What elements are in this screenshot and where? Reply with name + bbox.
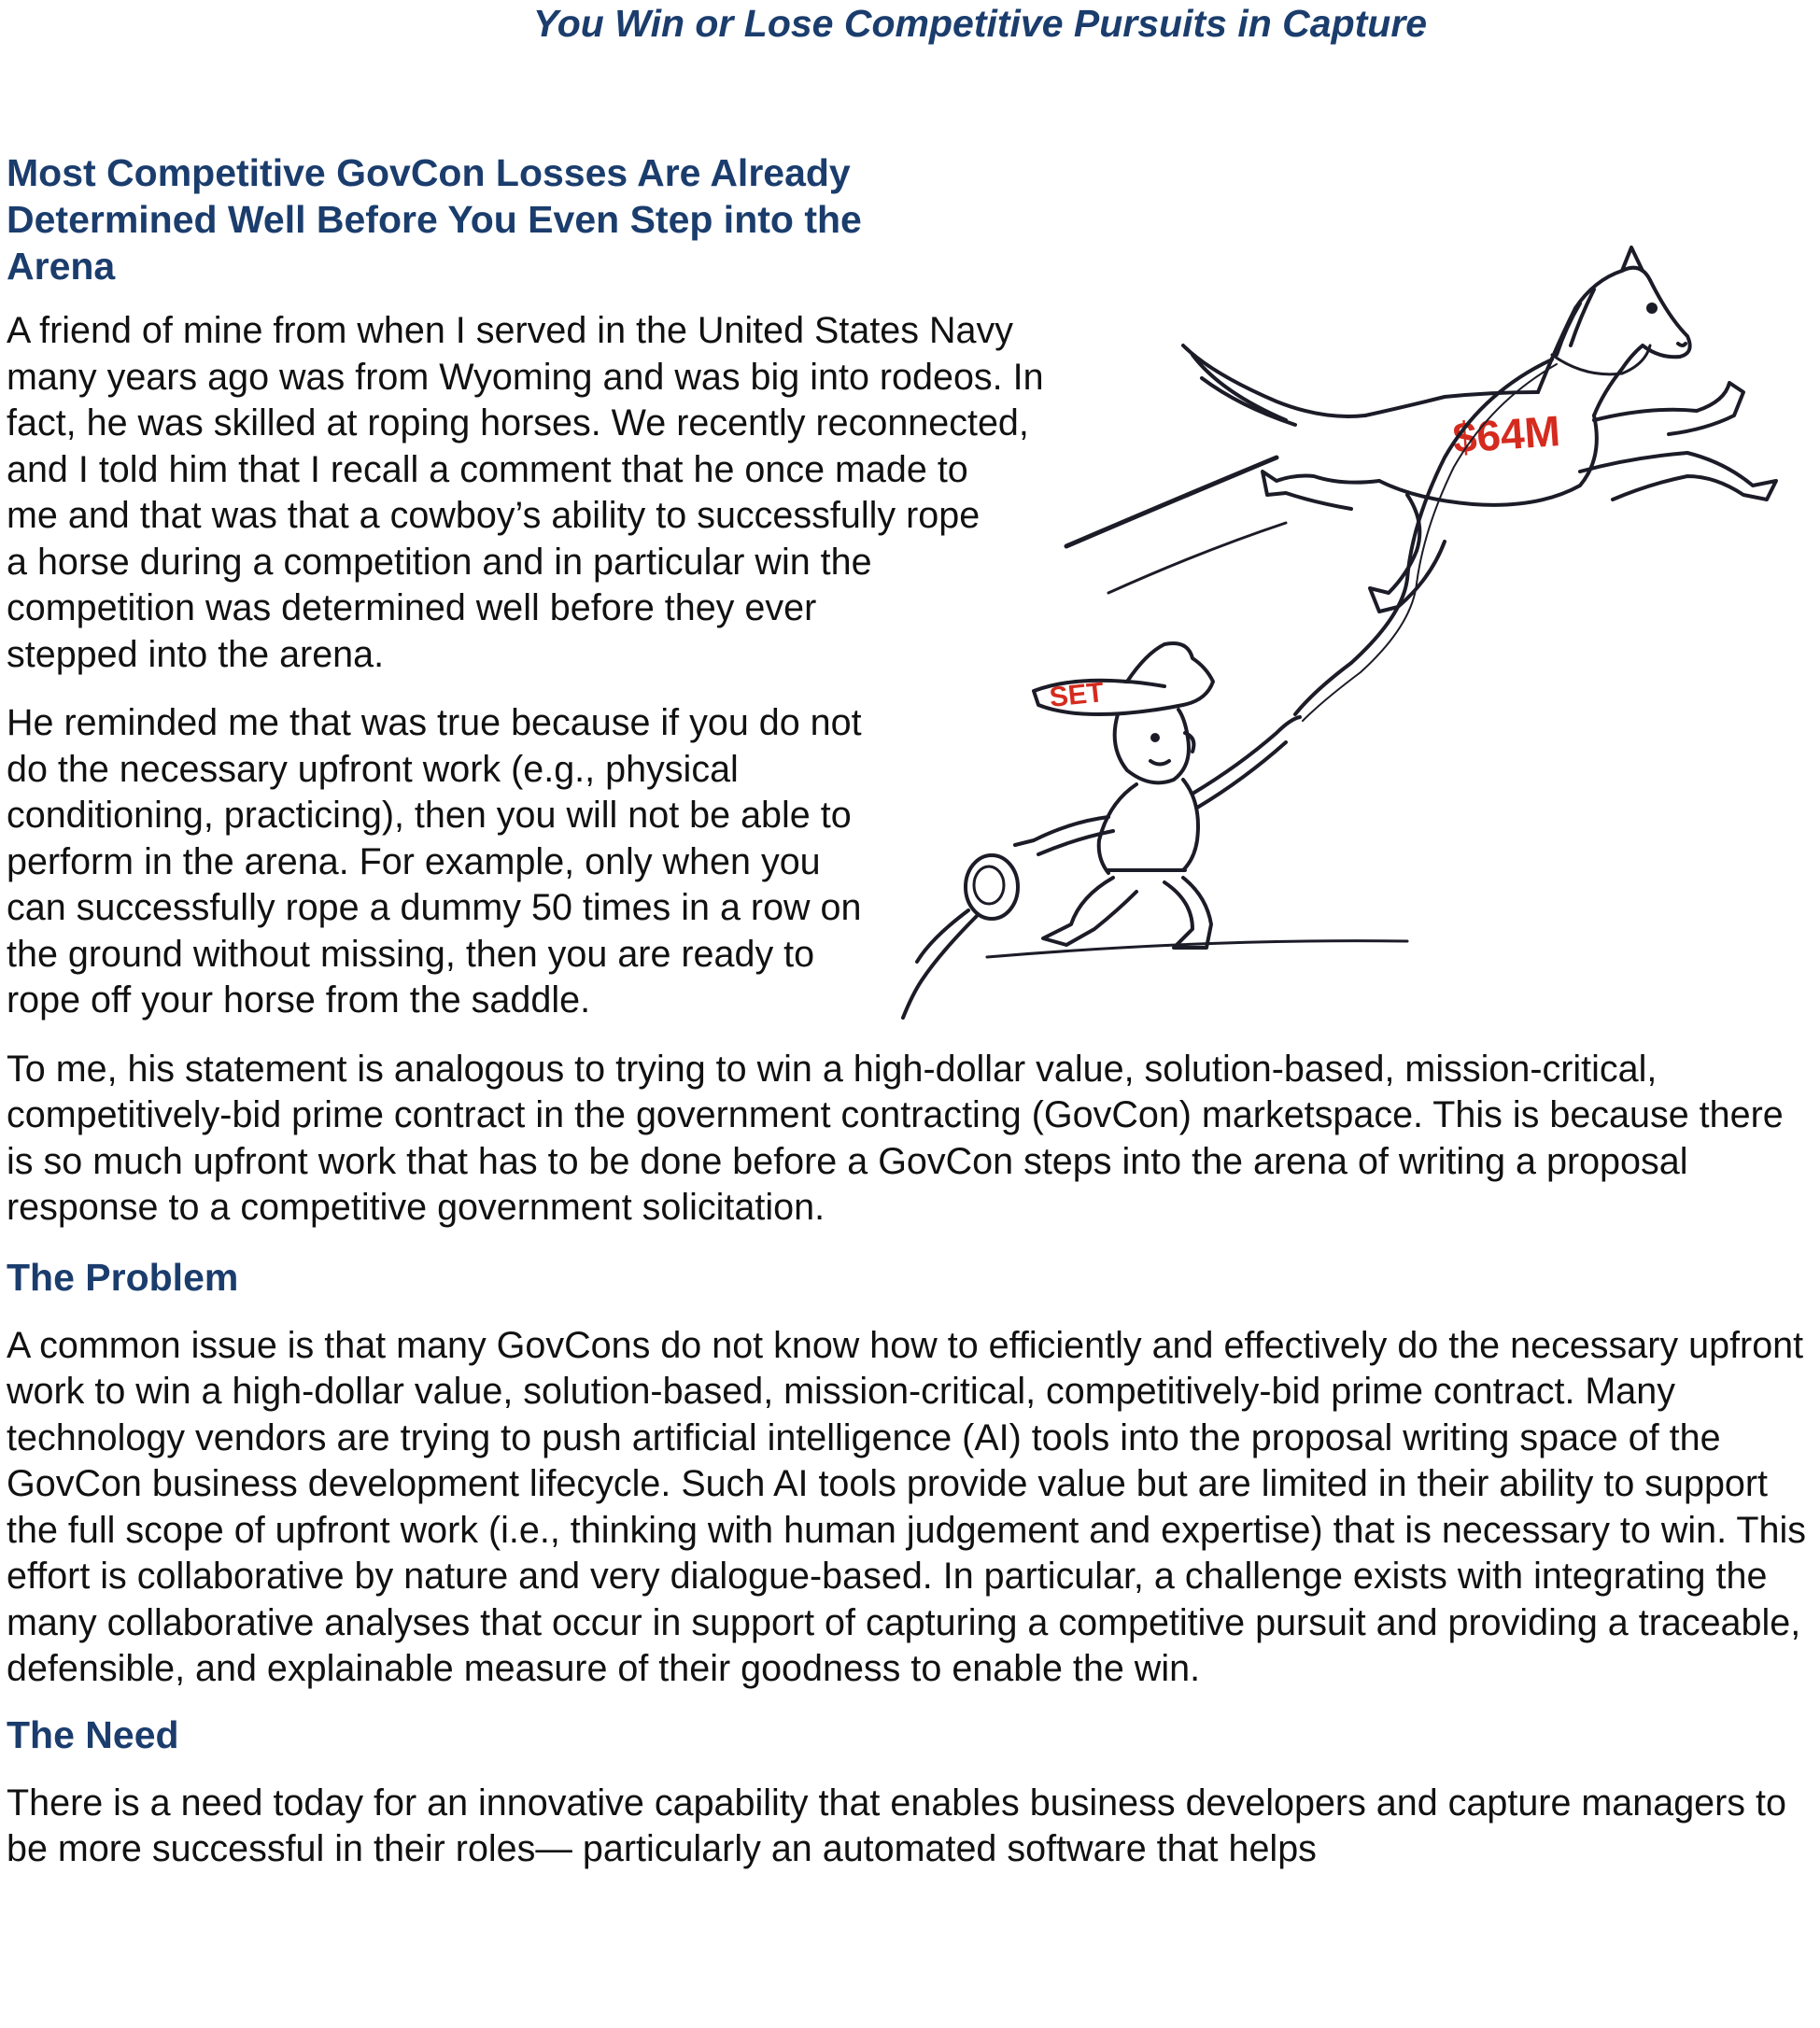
section-heading: Most Competitive GovCon Losses Are Already Determined Well Before You Even Step into the Arena bbox=[7, 151, 862, 288]
horse-price-label: $64M bbox=[1451, 406, 1562, 462]
paragraph-rodeo-story: A friend of mine from when I served in the United States Navy many years ago was from Wyoming and was big into rodeos. In fact, he was skilled at roping horses. We recently reconnected, and I told him that I recall a comment that he once made to me and that was that a cowboy’s ability to successfully rope a horse during a competition and in particular win the competition was determined well before they ever stepped into the arena. bbox=[7, 310, 1044, 675]
document-body bbox=[7, 149, 1809, 1873]
paragraph-need: There is a need today for an innovative capability that enables business developers and capture managers to be more successful in their roles— particularly an automated software that helps bbox=[7, 1782, 1786, 1869]
problem-heading: The Problem bbox=[7, 1255, 239, 1299]
cowboy-drawing bbox=[1015, 643, 1300, 948]
running-header-title: You Win or Lose Competitive Pursuits in Capture bbox=[532, 2, 1428, 45]
paragraph-govcon-analogy: To me, his statement is analogous to trying to win a high-dollar value, solution-based, mission-critical, competitively-bid prime contract in the government contracting (GovCon) marketspace. This is because there is so much upfront work that has to be done before a GovCon steps into the arena of writing a proposal response to a competitive government solicitation. bbox=[7, 1048, 1784, 1228]
paragraph-problem: A common issue is that many GovCons do not know how to efficiently and effectively do the necessary upfront work to win a high-dollar value, solution-based, mission-critical, competitively-bid prime contract. Many technology vendors are trying to push artificial intelligence (AI) tools into the proposal writing space of the GovCon business development lifecycle. Such AI tools provide value but are limited in their ability to support the full scope of upfront work (i.e., thinking with human judgement and expertise) that is necessary to win. This effort is collaborative by nature and very dialogue-based. In particular, a challenge exists with integrating the many collaborative analyses that occur in support of capturing a competitive pursuit and providing a traceable, defensible, and explainable measure of their goodness to enable the win. bbox=[7, 1324, 1806, 1689]
paragraph-upfront-work-text: He reminded me that was true because if you do not do the necessary upfront work (e.g., physical conditioning, practicing), then you will not be able to perform in the arena. For example, only when you can successfully rope a dummy 50 times in a row on the ground without missing, then you are ready to rope off your horse from the saddle. bbox=[7, 702, 862, 1021]
need-heading: The Need bbox=[7, 1712, 179, 1756]
hat-label: SET bbox=[1048, 677, 1106, 713]
